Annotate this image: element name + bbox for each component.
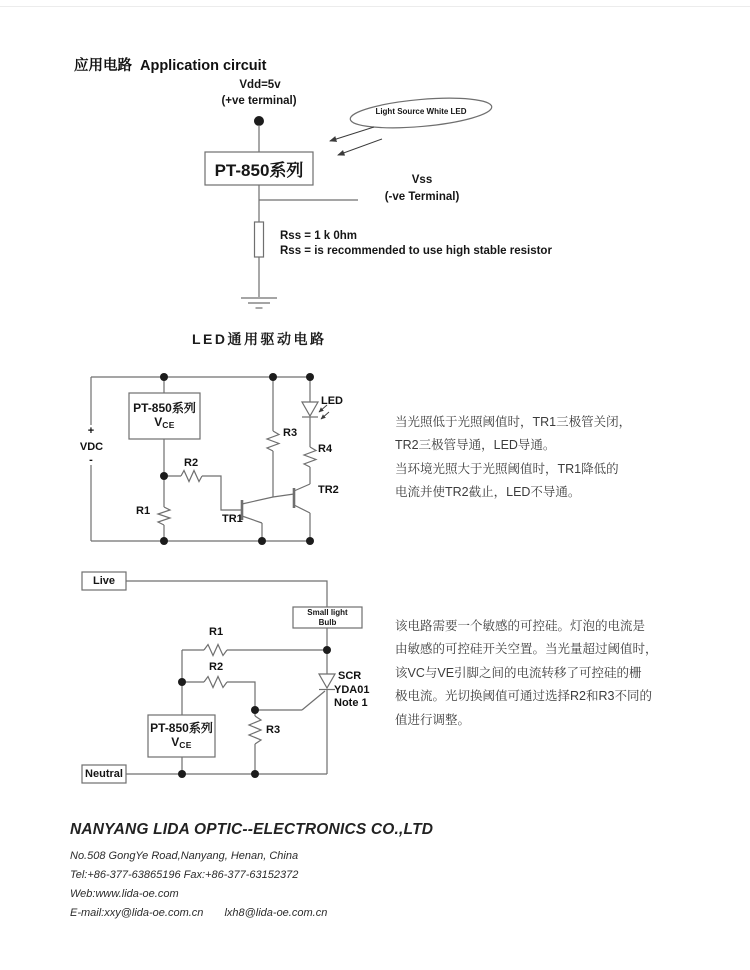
company-tel-fax: Tel:+86-377-63865196 Fax:+86-377-63152372: [70, 868, 299, 881]
tr2-collector: [294, 484, 310, 491]
page-title: [74, 54, 267, 75]
description-line: 当环境光照大于光照阈值时，TR1降低的: [395, 461, 619, 476]
page-title-en: Application circuit: [140, 58, 267, 74]
led-arrow-2: [321, 412, 329, 419]
supply-plus-label: +: [87, 425, 95, 437]
resistor-r3: [267, 431, 279, 451]
r2-label-c3: R2: [209, 661, 224, 673]
vce-sub: CE: [162, 419, 175, 430]
device-label-c2: [129, 393, 200, 439]
light-ray-arrow-1: [330, 127, 374, 141]
scr-triangle: [319, 674, 335, 688]
light-ray-arrow-2: [338, 139, 382, 155]
description-line: 该VC与VE引脚之间的电流转移了可控硅的栅: [395, 665, 642, 680]
dot: [251, 770, 259, 778]
vdd-label: Vdd=5v: [239, 79, 281, 91]
vdd-terminal-label: (+ve terminal): [221, 95, 297, 107]
rss-note-label: Rss = is recommended to use high stable resistor: [280, 245, 552, 257]
scr-note-label: Note 1: [334, 697, 368, 709]
bulb-label: [293, 607, 362, 628]
description-line: 值进行调整。: [395, 712, 471, 727]
company-email-row: [70, 904, 327, 923]
bulb-label-line1: Small light: [307, 608, 348, 617]
description-line: 由敏感的可控硅开关空置。当光量超过阈值时，: [395, 642, 658, 657]
dot: [160, 373, 168, 381]
led-symbol: [302, 402, 318, 417]
transistor-tr2: [294, 484, 310, 541]
device-label-c3: [148, 715, 215, 757]
wire-gate-diagonal: [302, 691, 325, 710]
led-triangle: [302, 402, 318, 416]
r1-label-c3: R1: [209, 626, 224, 638]
wire-r2-right: [227, 682, 255, 710]
dot: [178, 770, 186, 778]
r4-label-c2: R4: [318, 443, 333, 455]
company-email-1: E-mail:xxy@lida-oe.com.cn: [70, 906, 204, 919]
supply-name-label: VDC: [79, 441, 104, 453]
r3-label-c3: R3: [266, 724, 281, 736]
led-label-c2: LED: [321, 395, 343, 407]
description-line: 该电路需要一个敏感的可控硅。灯泡的电流是: [395, 619, 646, 633]
dot: [258, 537, 266, 545]
ground-symbol: [241, 298, 277, 308]
vdd-terminal-dot: [254, 116, 264, 126]
company-contact-block: [70, 847, 327, 923]
led-light-arrows: [319, 405, 329, 419]
company-name: NANYANG LIDA OPTIC--ELECTRONICS CO.,LTD: [70, 821, 434, 838]
dot: [160, 472, 168, 480]
description-line: 当光照低于光照阈值时，TR1三极管关闭，: [395, 415, 632, 429]
description-line: 电流并使TR2截止，LED不导通。: [395, 485, 581, 500]
device-vce-c3: [171, 735, 191, 752]
tr1-emitter: [242, 516, 262, 523]
tr2-emitter: [294, 505, 310, 513]
resistor-r3: [249, 716, 261, 744]
vss-label: Vss: [411, 174, 433, 186]
scr-model-label: YDA01: [334, 683, 370, 696]
page-title-cn: 应用电路: [74, 58, 132, 74]
device-name-c3: PT-850系列: [150, 720, 213, 735]
resistor-r4: [304, 447, 316, 467]
wire-live-to-bulb: [126, 581, 327, 607]
dot: [323, 646, 331, 654]
rss-value-label: Rss = 1 k 0hm: [280, 230, 358, 242]
scr-name-label: SCR: [338, 670, 362, 682]
dot: [306, 373, 314, 381]
tr1-collector: [242, 497, 273, 504]
company-address: No.508 GongYe Road,Nanyang, Henan, China: [70, 850, 299, 862]
device-label-c1: PT-850系列: [214, 161, 304, 180]
tr2-label-c2: TR2: [318, 484, 339, 496]
resistor-r1: [158, 507, 170, 525]
vce-v: V: [171, 734, 180, 749]
vss-terminal-label: (-ve Terminal): [384, 191, 460, 203]
dot: [178, 678, 186, 686]
device-vce-c2: [154, 415, 174, 432]
wire-r2-to-tr1-base: [202, 476, 242, 510]
circuit3-diagram: [82, 572, 362, 783]
circuit2-diagram: [91, 373, 329, 545]
r1-label-c2: R1: [136, 505, 151, 517]
dot: [251, 706, 259, 714]
scr-labels: [334, 670, 369, 711]
circuit2-title: LED通用驱动电路: [192, 331, 327, 347]
live-label: Live: [92, 575, 115, 587]
light-source-label: Light Source White LED: [375, 107, 467, 116]
vce-sub: CE: [179, 739, 192, 750]
bulb-label-line2: Bulb: [318, 617, 337, 627]
tr1-label-c2: TR1: [222, 513, 243, 525]
device-name-c2: PT-850系列: [133, 400, 196, 415]
rss-resistor-symbol: [255, 222, 264, 257]
transistor-tr1: [242, 497, 273, 541]
dot: [269, 373, 277, 381]
dot: [160, 537, 168, 545]
r2-label-c2: R2: [184, 457, 199, 469]
resistor-r1: [204, 645, 227, 656]
description-line: 极电流。光切换阈值可通过选择R2和R3不同的: [395, 689, 652, 704]
neutral-label: Neutral: [85, 768, 123, 780]
scr-symbol: [319, 650, 335, 774]
wire-tr2-base: [273, 494, 294, 497]
resistor-r2: [181, 471, 202, 482]
company-email-2: lxh8@lida-oe.com.cn: [224, 906, 328, 919]
circuit2-description: [395, 411, 695, 505]
resistor-r2: [204, 677, 227, 688]
supply-minus-label: -: [89, 454, 93, 466]
light-rays: [330, 127, 382, 155]
company-web: Web:www.lida-oe.com: [70, 887, 179, 900]
description-line: TR2三极管导通，LED导通。: [395, 438, 556, 453]
dot: [306, 537, 314, 545]
vce-v: V: [154, 414, 163, 429]
circuit3-description: [395, 615, 695, 732]
r3-label-c2: R3: [283, 427, 298, 439]
